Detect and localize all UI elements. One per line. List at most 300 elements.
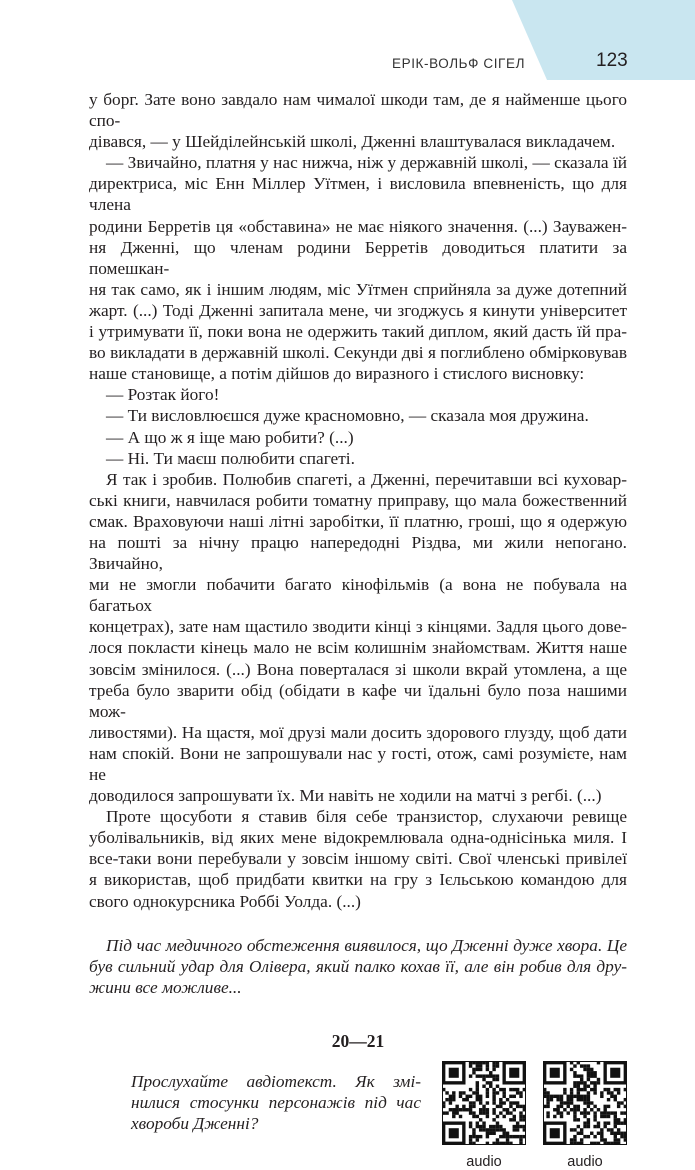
qr-module: [442, 1105, 445, 1108]
qr-module: [580, 1131, 583, 1134]
qr-module: [570, 1088, 573, 1091]
qr-module: [603, 1105, 606, 1108]
text-line: у борг. Зате воно завдало нам чималої шкоди там, де я найменше цього спо-: [89, 90, 627, 131]
qr-module: [499, 1125, 502, 1128]
qr-module: [502, 1131, 505, 1134]
qr-module: [476, 1061, 479, 1064]
qr-module: [519, 1111, 522, 1114]
qr-module: [614, 1131, 617, 1134]
qr-module: [617, 1131, 620, 1134]
text-line: ські книги, навчилася робити томатну приправу, що мала божественний: [89, 490, 627, 510]
qr-module: [479, 1098, 482, 1101]
qr-module: [567, 1101, 570, 1104]
qr-module: [553, 1115, 556, 1118]
qr-audio-1[interactable]: [442, 1061, 526, 1170]
qr-module: [577, 1108, 580, 1111]
qr-module: [479, 1064, 482, 1067]
qr-module: [482, 1121, 485, 1124]
qr-module: [573, 1064, 576, 1067]
qr-module: [455, 1105, 458, 1108]
qr-module: [506, 1142, 509, 1145]
qr-module: [476, 1115, 479, 1118]
qr-module: [597, 1121, 600, 1124]
qr-module: [462, 1105, 465, 1108]
qr-module: [624, 1118, 627, 1121]
qr-module: [603, 1138, 606, 1141]
qr-module: [502, 1128, 505, 1131]
qr-module: [573, 1108, 576, 1111]
qr-module: [614, 1121, 617, 1124]
qr-module: [624, 1111, 627, 1114]
qr-code-icon[interactable]: [442, 1061, 526, 1145]
qr-module: [617, 1091, 620, 1094]
qr-module: [590, 1071, 593, 1074]
qr-module: [607, 1115, 610, 1118]
qr-module: [620, 1135, 623, 1138]
qr-module: [614, 1115, 617, 1118]
qr-module: [462, 1108, 465, 1111]
qr-module: [614, 1125, 617, 1128]
qr-audio-2[interactable]: [543, 1061, 627, 1170]
qr-module: [476, 1064, 479, 1067]
qr-module: [455, 1108, 458, 1111]
qr-module: [489, 1125, 492, 1128]
qr-module: [570, 1108, 573, 1111]
qr-module: [492, 1108, 495, 1111]
qr-module: [587, 1074, 590, 1077]
qr-module: [600, 1091, 603, 1094]
qr-module: [614, 1135, 617, 1138]
qr-module: [469, 1105, 472, 1108]
qr-module: [442, 1101, 445, 1104]
qr-module: [519, 1142, 522, 1145]
qr-module: [577, 1084, 580, 1087]
qr-module: [583, 1115, 586, 1118]
qr-finder-pattern: [610, 1068, 620, 1078]
page-number: 123: [596, 50, 628, 71]
qr-module: [610, 1091, 613, 1094]
qr-module: [506, 1111, 509, 1114]
qr-module: [513, 1101, 516, 1104]
qr-module: [587, 1084, 590, 1087]
qr-module: [563, 1101, 566, 1104]
qr-module: [492, 1078, 495, 1081]
qr-module: [556, 1105, 559, 1108]
qr-module: [577, 1061, 580, 1064]
qr-module: [610, 1095, 613, 1098]
qr-module: [610, 1111, 613, 1114]
qr-module: [614, 1095, 617, 1098]
qr-module: [486, 1081, 489, 1084]
qr-module: [492, 1088, 495, 1091]
qr-module: [492, 1098, 495, 1101]
qr-module: [513, 1115, 516, 1118]
qr-module: [577, 1091, 580, 1094]
text-line: — Розтак його!: [106, 385, 220, 405]
qr-module: [556, 1111, 559, 1114]
qr-module: [479, 1111, 482, 1114]
qr-module: [479, 1118, 482, 1121]
qr-module: [556, 1108, 559, 1111]
story-excerpt: [89, 89, 627, 912]
qr-module: [486, 1142, 489, 1145]
qr-module: [452, 1115, 455, 1118]
qr-module: [600, 1115, 603, 1118]
qr-module: [573, 1071, 576, 1074]
qr-module: [590, 1108, 593, 1111]
qr-module: [486, 1091, 489, 1094]
text-line: смак. Враховуючи наші літні заробітки, її платню, гроші, що я одержую: [89, 511, 627, 531]
qr-module: [469, 1101, 472, 1104]
qr-module: [560, 1095, 563, 1098]
qr-module: [479, 1101, 482, 1104]
qr-module: [614, 1111, 617, 1114]
qr-module: [496, 1121, 499, 1124]
qr-module: [546, 1091, 549, 1094]
qr-module: [482, 1125, 485, 1128]
qr-module: [607, 1088, 610, 1091]
qr-module: [449, 1098, 452, 1101]
qr-module: [614, 1098, 617, 1101]
qr-module: [472, 1135, 475, 1138]
qr-module: [587, 1118, 590, 1121]
qr-module: [496, 1142, 499, 1145]
qr-module: [573, 1115, 576, 1118]
qr-module: [452, 1108, 455, 1111]
qr-module: [587, 1098, 590, 1101]
qr-module: [472, 1101, 475, 1104]
qr-module: [567, 1098, 570, 1101]
qr-module: [570, 1068, 573, 1071]
qr-module: [607, 1105, 610, 1108]
qr-module: [610, 1142, 613, 1145]
qr-module: [573, 1095, 576, 1098]
qr-module: [617, 1142, 620, 1145]
qr-module: [516, 1091, 519, 1094]
qr-module: [593, 1084, 596, 1087]
qr-module: [519, 1135, 522, 1138]
text-line: наше становище, а потім дійшов до виразного і стислого висновку:: [89, 364, 585, 384]
qr-module: [587, 1111, 590, 1114]
qr-module: [469, 1138, 472, 1141]
qr-module: [482, 1128, 485, 1131]
qr-module: [583, 1068, 586, 1071]
text-line: — Ти висловлюєшся дуже красномовно, — сказала моя дружина.: [106, 406, 589, 426]
qr-module: [560, 1115, 563, 1118]
qr-module: [486, 1101, 489, 1104]
qr-module: [489, 1128, 492, 1131]
qr-module: [489, 1074, 492, 1077]
qr-module: [617, 1101, 620, 1104]
text-line: я використав, щоб придбати квитки на гру з Ієльською командою для: [89, 870, 627, 890]
text-line: — А що ж я іще маю робити? (...): [106, 427, 354, 447]
qr-module: [496, 1128, 499, 1131]
qr-module: [476, 1068, 479, 1071]
text-line: жини все можливе...: [89, 977, 242, 997]
qr-module: [516, 1088, 519, 1091]
qr-module: [492, 1101, 495, 1104]
qr-module: [546, 1105, 549, 1108]
qr-module: [617, 1138, 620, 1141]
qr-module: [472, 1068, 475, 1071]
text-line: концетрах), зате нам щастило зводити кінці з кінцями. Задля цього дове-: [89, 617, 627, 637]
text-line: уболівальників, від яких мене відокремлювала одна-однісінька миля. І: [89, 828, 627, 848]
qr-module: [486, 1111, 489, 1114]
qr-module: [617, 1128, 620, 1131]
qr-module: [597, 1142, 600, 1145]
text-line: нам спокій. Вони не запрошували нас у гості, отож, самі розумієте, нам не: [89, 743, 627, 784]
qr-module: [543, 1095, 546, 1098]
qr-module: [486, 1061, 489, 1064]
qr-module: [583, 1088, 586, 1091]
qr-module: [580, 1064, 583, 1067]
qr-module: [462, 1091, 465, 1094]
qr-module: [472, 1091, 475, 1094]
qr-module: [506, 1131, 509, 1134]
qr-module: [593, 1071, 596, 1074]
qr-module: [624, 1088, 627, 1091]
qr-module: [577, 1081, 580, 1084]
qr-module: [593, 1118, 596, 1121]
qr-module: [580, 1098, 583, 1101]
qr-module: [506, 1138, 509, 1141]
qr-module: [587, 1105, 590, 1108]
qr-module: [499, 1111, 502, 1114]
qr-module: [513, 1108, 516, 1111]
qr-module: [496, 1105, 499, 1108]
qr-module: [496, 1091, 499, 1094]
qr-module: [476, 1091, 479, 1094]
qr-module: [496, 1061, 499, 1064]
qr-module: [466, 1108, 469, 1111]
qr-module: [577, 1088, 580, 1091]
qr-module: [469, 1064, 472, 1067]
qr-module: [546, 1095, 549, 1098]
qr-module: [509, 1105, 512, 1108]
qr-module: [563, 1088, 566, 1091]
qr-module: [590, 1131, 593, 1134]
qr-module: [496, 1115, 499, 1118]
qr-module: [624, 1135, 627, 1138]
qr-module: [607, 1111, 610, 1114]
qr-module: [499, 1098, 502, 1101]
qr-module: [509, 1118, 512, 1121]
qr-module: [523, 1128, 526, 1131]
text-line: ня так само, як і іншим людям, міс Уїтмен сприйняла за дуже дотепний: [89, 279, 627, 299]
qr-module: [573, 1118, 576, 1121]
qr-module: [587, 1078, 590, 1081]
qr-module: [583, 1081, 586, 1084]
qr-module: [583, 1098, 586, 1101]
qr-module: [499, 1105, 502, 1108]
qr-module: [556, 1098, 559, 1101]
qr-code-icon[interactable]: [543, 1061, 627, 1145]
qr-module: [603, 1121, 606, 1124]
qr-module: [587, 1068, 590, 1071]
qr-module: [445, 1091, 448, 1094]
qr-module: [479, 1068, 482, 1071]
qr-module: [479, 1128, 482, 1131]
text-line: лося покласти кінець мало не всім колишнім знайомствам. Життя наше: [89, 638, 627, 658]
qr-module: [597, 1061, 600, 1064]
qr-module: [607, 1121, 610, 1124]
text-line: свого однокурсника Роббі Уолда. (...): [89, 891, 361, 911]
qr-module: [492, 1128, 495, 1131]
qr-module: [577, 1142, 580, 1145]
qr-module: [482, 1061, 485, 1064]
qr-module: [482, 1105, 485, 1108]
qr-module: [509, 1095, 512, 1098]
qr-module: [519, 1105, 522, 1108]
qr-module: [492, 1061, 495, 1064]
qr-module: [580, 1088, 583, 1091]
qr-module: [570, 1101, 573, 1104]
qr-module: [466, 1095, 469, 1098]
qr-module: [486, 1068, 489, 1071]
task-prompt: [131, 1071, 421, 1134]
qr-finder-pattern: [550, 1068, 560, 1078]
qr-module: [573, 1074, 576, 1077]
qr-module: [452, 1095, 455, 1098]
qr-finder-pattern: [509, 1068, 519, 1078]
qr-module: [506, 1098, 509, 1101]
qr-module: [610, 1128, 613, 1131]
qr-module: [603, 1108, 606, 1111]
qr-module: [519, 1115, 522, 1118]
qr-module: [469, 1108, 472, 1111]
qr-module: [573, 1128, 576, 1131]
qr-module: [502, 1101, 505, 1104]
qr-module: [617, 1121, 620, 1124]
qr-module: [590, 1142, 593, 1145]
qr-module: [472, 1111, 475, 1114]
text-line: директриса, міс Енн Міллер Уїтмен, і висловила впевненість, що для члена: [89, 174, 627, 215]
qr-module: [607, 1128, 610, 1131]
page-content: [89, 89, 627, 1170]
text-line: на пошті за нічну працю напередодні Різдва, ми жили непогано. Звичайно,: [89, 532, 627, 574]
qr-module: [486, 1088, 489, 1091]
qr-module: [590, 1068, 593, 1071]
task-number: 20—21: [331, 1030, 385, 1051]
qr-module: [486, 1064, 489, 1067]
qr-module: [590, 1088, 593, 1091]
qr-module: [476, 1098, 479, 1101]
text-line: Прослухайте авдіотекст. Як змі-: [131, 1071, 421, 1091]
qr-module: [472, 1061, 475, 1064]
qr-module: [570, 1061, 573, 1064]
qr-module: [580, 1128, 583, 1131]
qr-module: [577, 1095, 580, 1098]
qr-module: [459, 1108, 462, 1111]
qr-group: [442, 1061, 627, 1170]
qr-module: [597, 1108, 600, 1111]
qr-module: [486, 1131, 489, 1134]
qr-label: audio: [567, 1153, 603, 1170]
qr-module: [600, 1111, 603, 1114]
qr-module: [577, 1131, 580, 1134]
qr-module: [573, 1105, 576, 1108]
qr-module: [486, 1135, 489, 1138]
qr-module: [506, 1108, 509, 1111]
qr-module: [603, 1111, 606, 1114]
qr-module: [523, 1088, 526, 1091]
qr-module: [492, 1125, 495, 1128]
qr-module: [573, 1084, 576, 1087]
qr-finder-pattern: [449, 1128, 459, 1138]
qr-module: [600, 1138, 603, 1141]
qr-module: [573, 1142, 576, 1145]
qr-module: [496, 1138, 499, 1141]
qr-module: [573, 1081, 576, 1084]
qr-module: [492, 1064, 495, 1067]
qr-module: [486, 1115, 489, 1118]
qr-module: [617, 1118, 620, 1121]
qr-module: [583, 1125, 586, 1128]
qr-module: [593, 1111, 596, 1114]
qr-module: [482, 1111, 485, 1114]
qr-module: [469, 1142, 472, 1145]
qr-module: [452, 1098, 455, 1101]
qr-module: [459, 1091, 462, 1094]
qr-module: [580, 1078, 583, 1081]
qr-module: [593, 1125, 596, 1128]
qr-module: [614, 1088, 617, 1091]
qr-module: [476, 1081, 479, 1084]
qr-module: [593, 1115, 596, 1118]
qr-module: [556, 1095, 559, 1098]
qr-module: [614, 1138, 617, 1141]
qr-module: [546, 1098, 549, 1101]
qr-module: [496, 1125, 499, 1128]
qr-module: [590, 1101, 593, 1104]
qr-module: [499, 1135, 502, 1138]
qr-module: [489, 1081, 492, 1084]
qr-module: [482, 1108, 485, 1111]
text-line: був сильний удар для Олівера, який палко кохав її, але він робив для дру-: [89, 956, 627, 976]
qr-module: [546, 1111, 549, 1114]
qr-module: [617, 1088, 620, 1091]
qr-module: [513, 1118, 516, 1121]
qr-module: [624, 1138, 627, 1141]
qr-module: [583, 1111, 586, 1114]
text-line: ня Дженні, що членам родини Берретів доводиться платити за помешкан-: [89, 237, 627, 278]
qr-module: [590, 1074, 593, 1077]
qr-module: [459, 1095, 462, 1098]
qr-module: [587, 1095, 590, 1098]
qr-module: [587, 1125, 590, 1128]
qr-module: [516, 1121, 519, 1124]
qr-module: [466, 1098, 469, 1101]
qr-module: [502, 1135, 505, 1138]
qr-module: [516, 1135, 519, 1138]
text-line: — Звичайно, платня у нас нижча, ніж у державній школі, — сказала їй: [106, 153, 627, 173]
qr-module: [580, 1081, 583, 1084]
qr-module: [476, 1121, 479, 1124]
qr-module: [509, 1135, 512, 1138]
text-line: Проте щосуботи я ставив біля себе транзистор, слухаючи ревище: [106, 807, 627, 827]
qr-module: [499, 1142, 502, 1145]
qr-module: [583, 1108, 586, 1111]
qr-module: [499, 1101, 502, 1104]
qr-module: [459, 1115, 462, 1118]
text-line: все-таки вони перебували у зовсім іншому світі. Свої членські привілеї: [89, 849, 627, 869]
qr-module: [580, 1138, 583, 1141]
text-line: ливостями). На щастя, мої друзі мали досить здорового глузду, щоб дати: [89, 722, 627, 742]
qr-module: [479, 1095, 482, 1098]
qr-module: [445, 1098, 448, 1101]
qr-module: [593, 1105, 596, 1108]
header-accent-band: [0, 0, 695, 80]
